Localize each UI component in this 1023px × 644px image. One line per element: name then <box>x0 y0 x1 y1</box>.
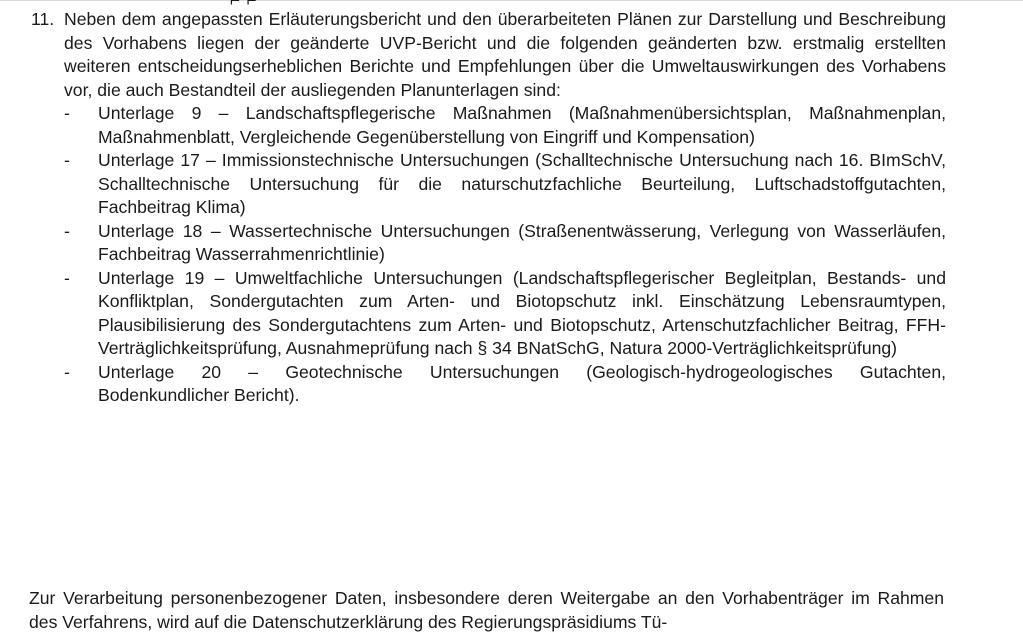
list-item <box>64 361 946 408</box>
paragraph-11 <box>64 8 946 408</box>
list-dash: - <box>64 103 70 123</box>
list-item-text: Unterlage 9 – Landschaftspflegerische Maßnahmen (Maßnahmenübersichtsplan, Maßnahmenplan, Maßnahmenblatt, Vergleichende Gegenüberstellung von Eingriff und Kompensation) <box>98 103 946 147</box>
list-dash: - <box>64 361 70 382</box>
page-top-border <box>0 0 1023 1</box>
list-item-text: Unterlage 18 – Wassertechnische Untersuchungen (Straßenentwässerung, Verlegung von Wasserläufen, Fachbeitrag Wasserrahmenrichtlinie) <box>98 220 946 264</box>
list-item <box>64 220 946 267</box>
document-list <box>64 102 946 408</box>
list-item-text: Unterlage 20 – Geotechnische Untersuchungen (Geologisch-hydrogeologisches Gutachten, Bodenkundlicher Bericht). <box>98 361 946 405</box>
list-dash: - <box>64 267 70 288</box>
list-dash: - <box>64 150 70 170</box>
list-item-text: Unterlage 17 – Immissionstechnische Untersuchungen (Schalltechnische Untersuchung nach 16. BImSchV, Schalltechnische Untersuchung für die naturschutzfachliche Beurteilung, Luftschadstoffgutachten, Fachbeitrag Klima) <box>98 150 946 217</box>
list-item <box>64 102 946 149</box>
list-item <box>64 267 946 361</box>
cropped-previous-line: ⌐ ⌐ <box>230 0 258 10</box>
paragraph-number: 11. <box>31 9 55 29</box>
paragraph-intro: Neben dem angepassten Erläuterungsbericht und den überarbeiteten Plänen zur Darstellung und Beschreibung des Vorhabens liegen der geänderte UVP-Bericht und die folgenden geänderten bzw. erstmalig erstellten weiteren entscheidungserheblichen Berichte und Empfehlungen über die Umweltauswirkungen des Vorhabens vor, die auch Bestandteil der ausliegenden Planunterlagen sind: <box>64 9 946 100</box>
list-dash: - <box>64 220 70 241</box>
list-item <box>64 149 946 220</box>
list-item-text: Unterlage 19 – Umweltfachliche Untersuchungen (Landschaftspflegerischer Begleitplan, Bestands- und Konfliktplan, Sondergutachten zum Arten- und Biotopschutz inkl. Einschätzung Lebensraumtypen, Plausibilisierung des Sondergutachtens zum Arten- und Biotopschutz, Artenschutzfachlicher Beitrag, FFH-Verträglichkeitsprüfung, Ausnahmeprüfung nach § 34 BNatSchG, Natura 2000-Verträglichkeitsprüfung) <box>98 267 946 358</box>
closing-paragraph: Zur Verarbeitung personenbezogener Daten, insbesondere deren Weitergabe an den Vorhabenträger im Rahmen des Verfahrens, wird auf die Datenschutzerklärung des Regierungspräsidiums Tü- <box>29 588 944 632</box>
